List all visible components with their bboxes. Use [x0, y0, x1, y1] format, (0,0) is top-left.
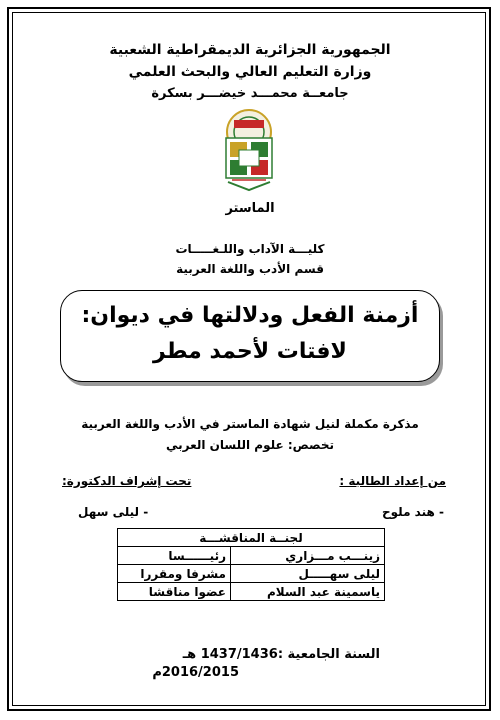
prepared-by-label: من إعداد الطالبة :	[339, 474, 446, 488]
thesis-title-box	[60, 290, 440, 382]
department-name: قسم الأدب واللغة العربية	[176, 262, 324, 276]
academic-year-gregorian: 2016/2015م	[152, 665, 239, 680]
jury-member-name: ياسمينة عبد السلام	[231, 583, 385, 601]
table-row	[118, 565, 385, 583]
jury-member-role: رئيــــــسا	[118, 547, 231, 565]
jury-member-name: زينـــب مـــزاري	[231, 547, 385, 565]
specialization: تخصص: علوم اللسان العربي	[165, 438, 335, 452]
table-row	[118, 583, 385, 601]
academic-year-hijri: السنة الجامعية :1437/1436 هـ	[182, 647, 380, 662]
supervised-by-label: تحت إشراف الدكتورة:	[62, 474, 192, 488]
thesis-title-line1: أزمنة الفعل ودلالتها في ديوان:	[81, 303, 419, 328]
republic-name: الجمهورية الجزائرية الديمقراطية الشعبية	[109, 42, 391, 58]
jury-table	[117, 528, 385, 601]
jury-title-row	[118, 529, 385, 547]
memo-description: مذكرة مكملة لنيل شهادة الماستر في الأدب واللغة العربية	[81, 417, 419, 431]
supervisor-name: - ليلى سهل	[78, 505, 149, 519]
table-row	[118, 547, 385, 565]
thesis-title-line2: لافتات لأحمد مطر	[153, 339, 347, 364]
faculty-name: كليـــة الآداب واللـغـــــات	[175, 242, 325, 256]
university-name: جامعــة محمـــد خيضـــر بسكرة	[151, 86, 349, 101]
jury-title: لجنــة المناقشـــة	[118, 529, 385, 547]
jury-member-name: ليلى سهـــــل	[231, 565, 385, 583]
university-seal-icon	[212, 108, 286, 192]
student-name: - هند ملوح	[382, 505, 444, 519]
jury-member-role: مشرفا ومقررا	[118, 565, 231, 583]
jury-member-role: عضوا مناقشا	[118, 583, 231, 601]
ministry-name: وزارة التعليم العالي والبحث العلمي	[128, 64, 372, 80]
degree-label: الماستر	[225, 201, 275, 216]
